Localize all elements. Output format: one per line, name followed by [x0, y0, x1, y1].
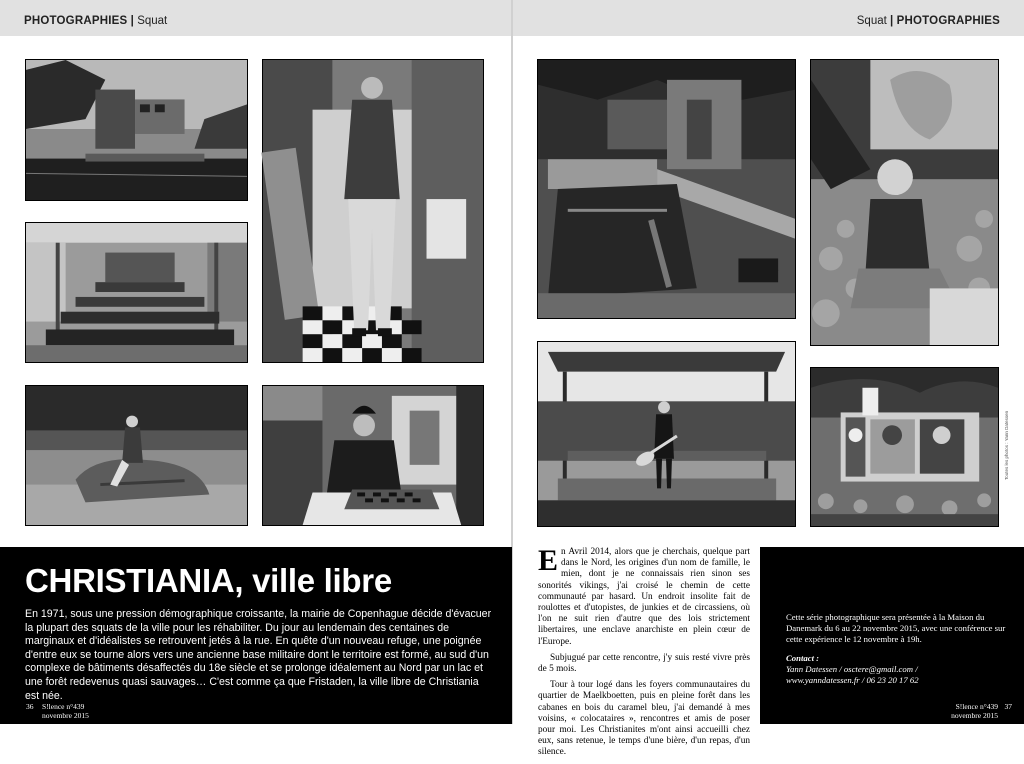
article-paragraph: Subjugué par cette rencontre, j'y suis resté vivre près de 5 mois.	[538, 652, 750, 675]
child-photo	[810, 59, 999, 346]
topic-label: Squat	[856, 15, 887, 27]
topic-label: Squat	[137, 15, 168, 27]
article-paragraph	[538, 544, 750, 648]
photo-credit: Toutes les photos : Yann Datessen	[1004, 410, 1009, 480]
page-number: 36	[26, 702, 34, 711]
exhibition-text: Cette série photographique sera présentée à la Maison du Danemark du 6 au 22 novembre 2015, avec une conférence sur cette expérience le 12 novembre à 19h.	[786, 612, 1006, 644]
article-body	[538, 544, 750, 764]
running-header-right	[857, 15, 1000, 27]
header-separator: |	[890, 15, 894, 27]
drop-cap: E	[538, 544, 559, 577]
exhibition-info	[786, 612, 1006, 686]
page-number: 37	[1004, 702, 1012, 711]
contact-line: Yann Datessen / osctere@gmail.com /	[786, 664, 918, 675]
folio-right	[951, 702, 1012, 720]
magazine-name: S!lence n°439	[955, 702, 998, 711]
header-separator: |	[130, 15, 134, 27]
magazine-issue	[42, 702, 89, 720]
article-paragraph: Tour à tour logé dans les foyers communautaires du quartier de Maelkboetten, puis en pleine forêt dans les cabanes en bois du caramel bleu, j'ai demandé à mes voisins, « colocataires », rencontres et amis de poser pour moi. Les Christianites m'ont ainsi accueilli chez eux, sans retenue, le temps d'une bière, d'un repas, d'un silence.	[538, 680, 750, 758]
guitarist-stage-photo	[537, 341, 796, 527]
cabin-pond-photo	[537, 59, 796, 319]
running-header-left	[24, 15, 167, 27]
magazine-name: S!lence n°439	[42, 702, 85, 711]
mural-photo	[810, 367, 999, 527]
magazine-issue	[951, 702, 998, 720]
woman-on-stump-photo	[25, 385, 248, 526]
contact-label: Contact :	[786, 653, 820, 664]
paragraph-text: n Avril 2014, alors que je cherchais, quelque part dans le Nord, les origines d'un nom de famille, le mien, dont je ne connaissais rien sinon ses sonorités vikings, j'ai croisé le chemin de cette communauté par hasard. Un endroit insolite fait de roulottes et d'utopistes, de junkies et de circassiens, où l'on ne suit rien d'autre que des lois strictement libertaires, une enclave anarchiste en plein cœur de l'Europe.	[538, 547, 750, 647]
standing-man-photo	[262, 59, 484, 363]
contact-line: www.yanndatessen.fr / 06 23 20 17 62	[786, 674, 919, 685]
chess-player-photo	[262, 385, 484, 526]
issue-date: novembre 2015	[951, 711, 998, 720]
houseboat-photo	[25, 59, 248, 201]
issue-date: novembre 2015	[42, 711, 89, 720]
article-title: CHRISTIANIA, ville libre	[25, 562, 392, 599]
section-label: PHOTOGRAPHIES	[24, 15, 128, 27]
section-label: PHOTOGRAPHIES	[896, 15, 1000, 27]
contact-block	[786, 653, 1006, 685]
sofa-hall-photo	[25, 222, 248, 363]
article-intro: En 1971, sous une pression démographique croissante, la mairie de Copenhague décide d'évacuer la plupart des squats de la ville pour les réhabiliter. Du jour au lendemain des centaines de marginaux et d'idéalistes se retrouvent jetés à la rue. En quête d'un nouveau refuge, une poignée d'entre eux se tourne alors vers une ancienne base militaire dont le territoire est formé, au sud d'un complexe de bâtiments désaffectés du 18e siècle et se prolonge idéalement au Nord par un lac et une forêt redevenus quasi sauvages… C'est comme ça que Fristaden, la ville libre de Christiania est née.	[25, 608, 492, 702]
